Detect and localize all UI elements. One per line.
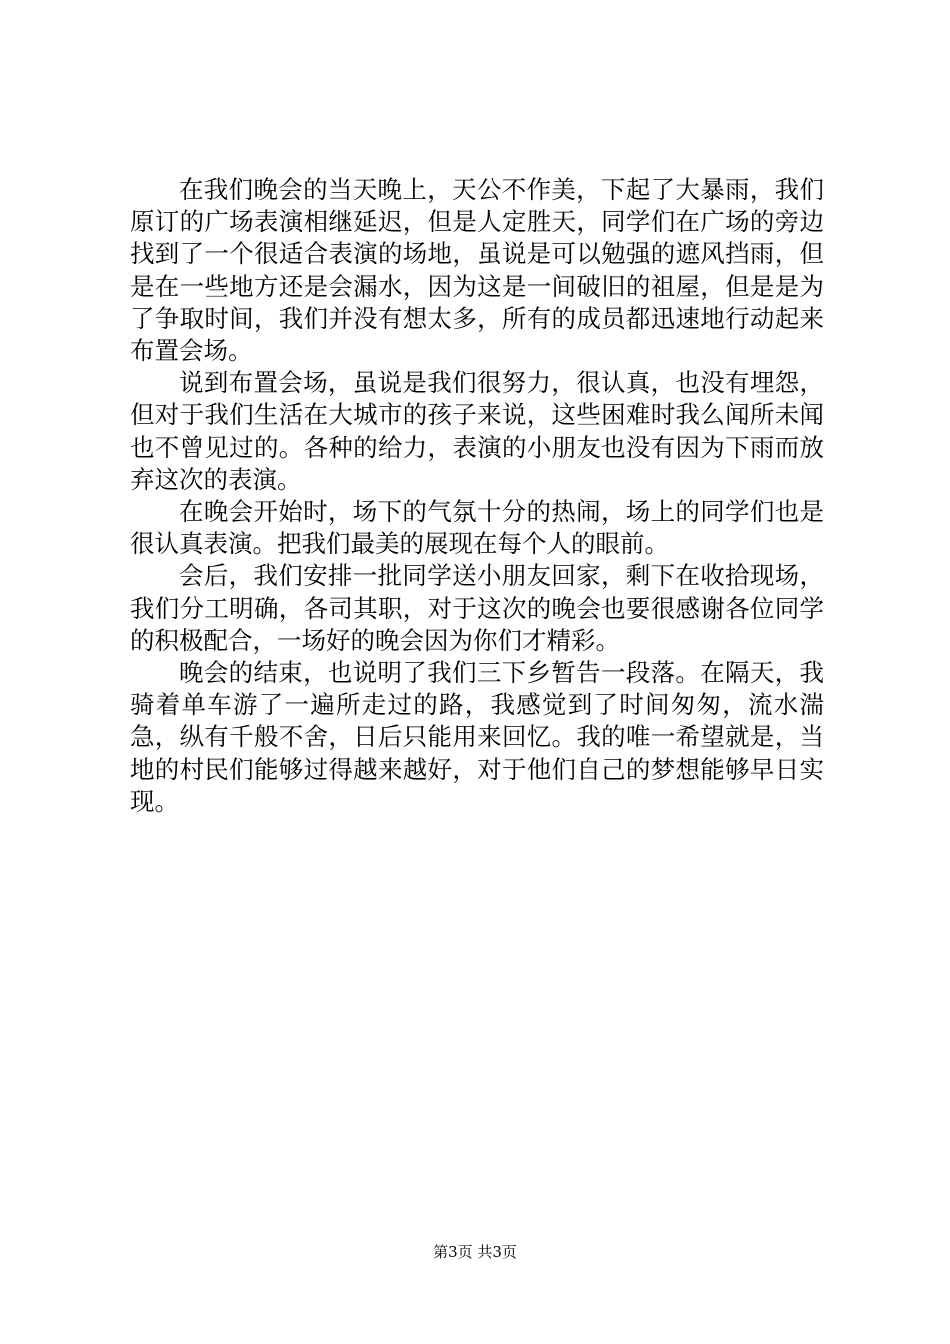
paragraph-5: 晚会的结束，也说明了我们三下乡暂告一段落。在隔天，我骑着单车游了一遍所走过的路，我感觉到了时间匆匆，流水湍急，纵有千般不舍，日后只能用来回忆。我的唯一希望就是，当地的村民们能够过得越来越好，对于他们自己的梦想能够早日实现。: [130, 658, 824, 816]
paragraph-1: 在我们晚会的当天晚上，天公不作美，下起了大暴雨，我们原订的广场表演相继延迟，但是人定胜天，同学们在广场的旁边找到了一个很适合表演的场地，虽说是可以勉强的遮风挡雨，但是在一些地方还是会漏水，因为这是一间破旧的祖屋，但是是为了争取时间，我们并没有想太多，所有的成员都迅速地行动起来布置会场。: [130, 175, 824, 366]
document-body: [130, 174, 824, 818]
paragraph-4: 会后，我们安排一批同学送小朋友回家，剩下在收拾现场，我们分工明确，各司其职，对于这次的晚会也要很感谢各位同学的积极配合，一场好的晚会因为你们才精彩。: [130, 561, 824, 655]
paragraph-3: 在晚会开始时，场下的气氛十分的热闹，场上的同学们也是很认真表演。把我们最美的展现在每个人的眼前。: [130, 497, 824, 559]
paragraph-2: 说到布置会场，虽说是我们很努力，很认真，也没有埋怨，但对于我们生活在大城市的孩子来说，这些困难时我么闻所未闻也不曾见过的。各种的给力，表演的小朋友也没有因为下雨而放弃这次的表演。: [130, 368, 824, 494]
page-number-footer: 第3页 共3页: [433, 1243, 517, 1261]
